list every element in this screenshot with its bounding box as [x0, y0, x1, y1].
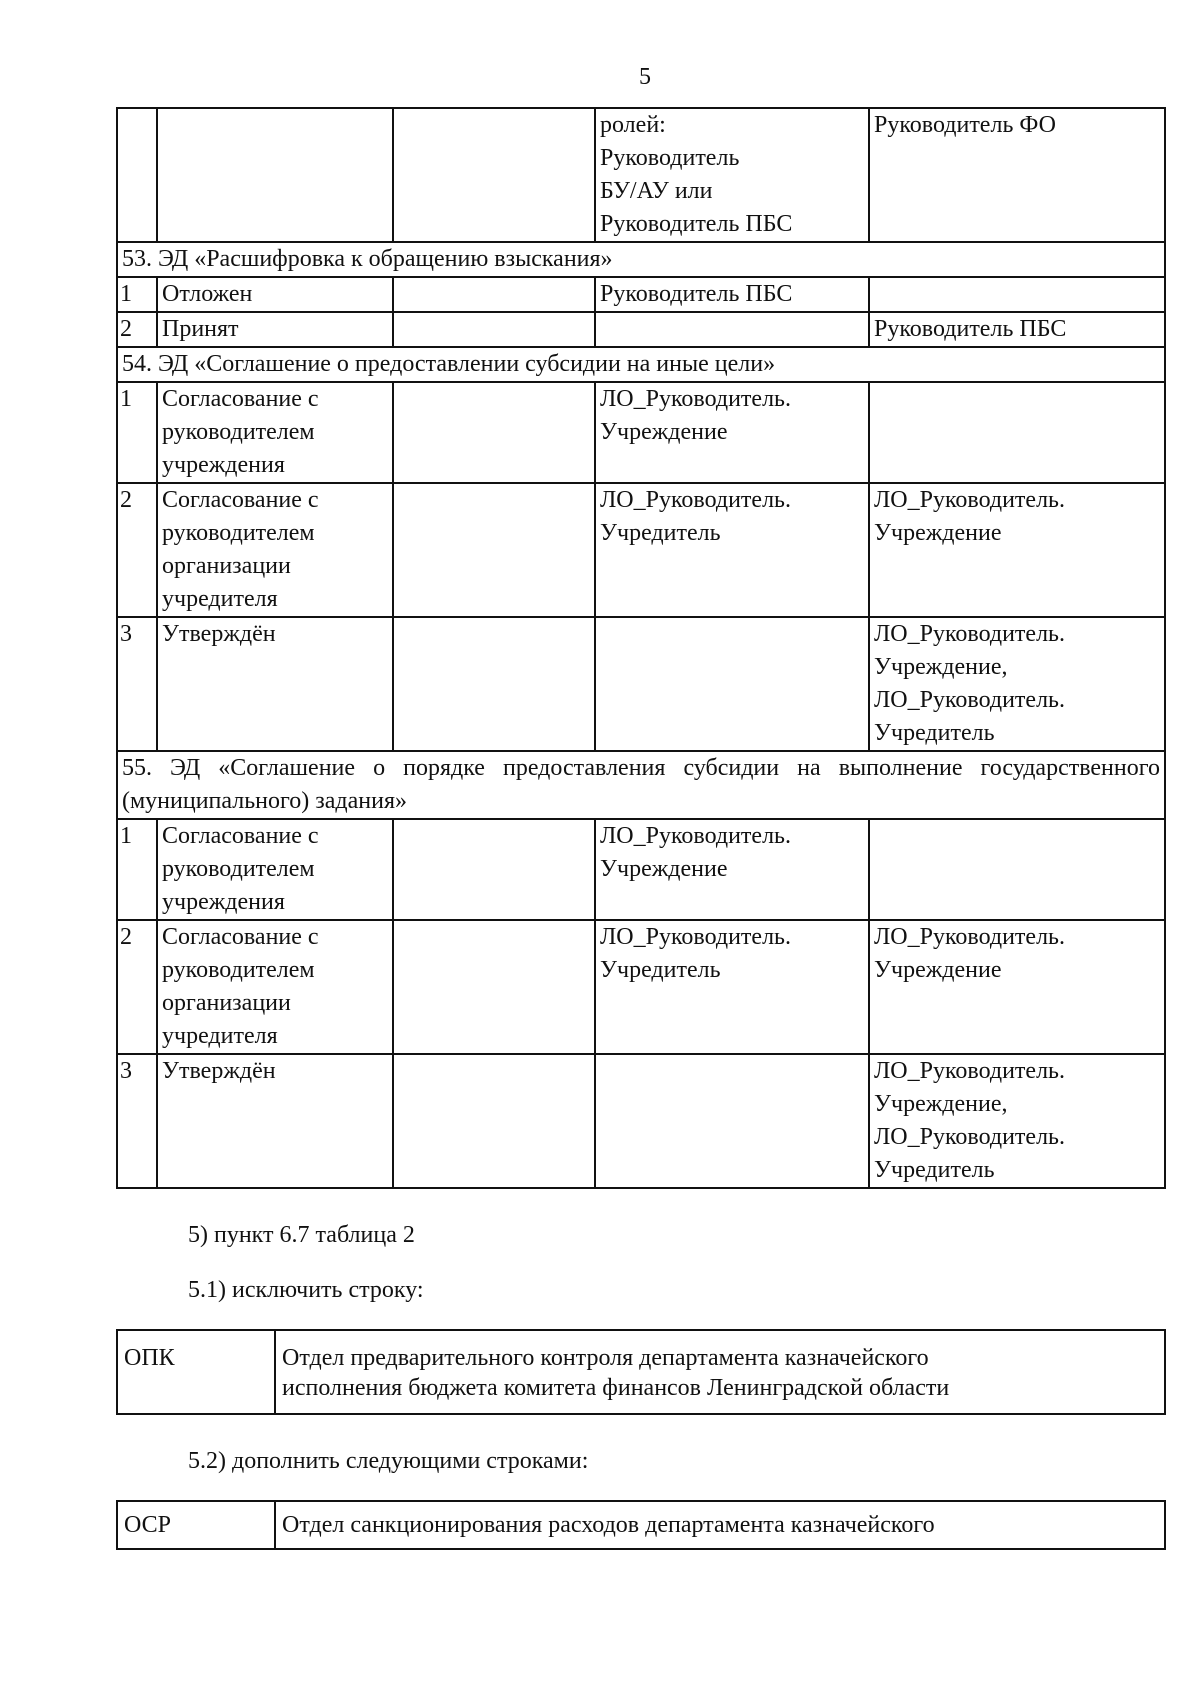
table-row: [117, 617, 1165, 751]
table-row: [117, 312, 1165, 347]
row-number-cell: 1: [117, 382, 157, 483]
description-cell: Отдел санкционирования расходов департамента казначейского: [275, 1501, 1165, 1549]
column-3-cell: [393, 312, 595, 347]
paragraph-item-5-1: 5.1) исключить строку:: [188, 1277, 424, 1303]
column-3-cell: [393, 1054, 595, 1188]
column-5-cell: [869, 819, 1165, 920]
add-rows-table: [116, 1500, 1166, 1550]
column-3-cell: [393, 617, 595, 751]
table-row: [117, 483, 1165, 617]
table-row: [117, 1501, 1165, 1549]
table-row: [117, 1054, 1165, 1188]
column-5-cell: ЛО_Руководитель. Учреждение: [869, 920, 1165, 1054]
column-4-cell: ЛО_Руководитель. Учредитель: [595, 483, 869, 617]
table-row: [117, 1330, 1165, 1414]
code-cell: ОСР: [117, 1501, 275, 1549]
row-number-cell: 3: [117, 1054, 157, 1188]
row-number-cell: 1: [117, 277, 157, 312]
column-3-cell: [393, 108, 595, 242]
status-name-cell: Утверждён: [157, 1054, 393, 1188]
table-row: [117, 382, 1165, 483]
column-4-cell: ЛО_Руководитель. Учреждение: [595, 382, 869, 483]
section-title: 55. ЭД «Соглашение о порядке предоставления субсидии на выполнение государственного (муниципального) задания»: [117, 751, 1165, 819]
status-name-cell: Согласование с руководителем организации учредителя: [157, 920, 393, 1054]
column-3-cell: [393, 483, 595, 617]
code-cell: ОПК: [117, 1330, 275, 1414]
description-cell: Отдел предварительного контроля департамента казначейского исполнения бюджета комитета финансов Ленинградской области: [275, 1330, 1165, 1414]
column-5-cell: Руководитель ПБС: [869, 312, 1165, 347]
column-4-cell: ЛО_Руководитель. Учреждение: [595, 819, 869, 920]
status-name-cell: [157, 108, 393, 242]
column-4-cell: Руководитель ПБС: [595, 277, 869, 312]
status-name-cell: Отложен: [157, 277, 393, 312]
column-3-cell: [393, 920, 595, 1054]
column-4-cell: [595, 617, 869, 751]
row-number-cell: 3: [117, 617, 157, 751]
row-number-cell: 2: [117, 312, 157, 347]
table-row: [117, 108, 1165, 242]
column-5-cell: ЛО_Руководитель. Учреждение, ЛО_Руководитель. Учредитель: [869, 617, 1165, 751]
row-number-cell: 2: [117, 920, 157, 1054]
column-4-cell: ЛО_Руководитель. Учредитель: [595, 920, 869, 1054]
table-row: [117, 920, 1165, 1054]
paragraph-item-5: 5) пункт 6.7 таблица 2: [188, 1222, 415, 1248]
section-row: [117, 751, 1165, 819]
roles-table-body: [117, 108, 1165, 1188]
row-number-cell: [117, 108, 157, 242]
section-row: [117, 347, 1165, 382]
column-4-cell: [595, 312, 869, 347]
column-4-cell: [595, 1054, 869, 1188]
section-row: [117, 242, 1165, 277]
status-name-cell: Принят: [157, 312, 393, 347]
section-title: 53. ЭД «Расшифровка к обращению взыскания»: [117, 242, 1165, 277]
column-3-cell: [393, 277, 595, 312]
column-3-cell: [393, 819, 595, 920]
section-title: 54. ЭД «Соглашение о предоставлении субсидии на иные цели»: [117, 347, 1165, 382]
exclude-row-table: [116, 1329, 1166, 1415]
row-number-cell: 2: [117, 483, 157, 617]
row-number-cell: 1: [117, 819, 157, 920]
page-number: 5: [639, 64, 651, 90]
status-name-cell: Утверждён: [157, 617, 393, 751]
column-5-cell: ЛО_Руководитель. Учреждение: [869, 483, 1165, 617]
column-3-cell: [393, 382, 595, 483]
column-5-cell: Руководитель ФО: [869, 108, 1165, 242]
column-5-cell: [869, 382, 1165, 483]
column-5-cell: ЛО_Руководитель. Учреждение, ЛО_Руководитель. Учредитель: [869, 1054, 1165, 1188]
column-5-cell: [869, 277, 1165, 312]
status-name-cell: Согласование с руководителем организации учредителя: [157, 483, 393, 617]
column-4-cell: ролей: Руководитель БУ/АУ или Руководитель ПБС: [595, 108, 869, 242]
table-row: [117, 277, 1165, 312]
roles-table: [116, 107, 1166, 1189]
table-row: [117, 819, 1165, 920]
paragraph-item-5-2: 5.2) дополнить следующими строками:: [188, 1448, 589, 1474]
status-name-cell: Согласование с руководителем учреждения: [157, 382, 393, 483]
status-name-cell: Согласование с руководителем учреждения: [157, 819, 393, 920]
